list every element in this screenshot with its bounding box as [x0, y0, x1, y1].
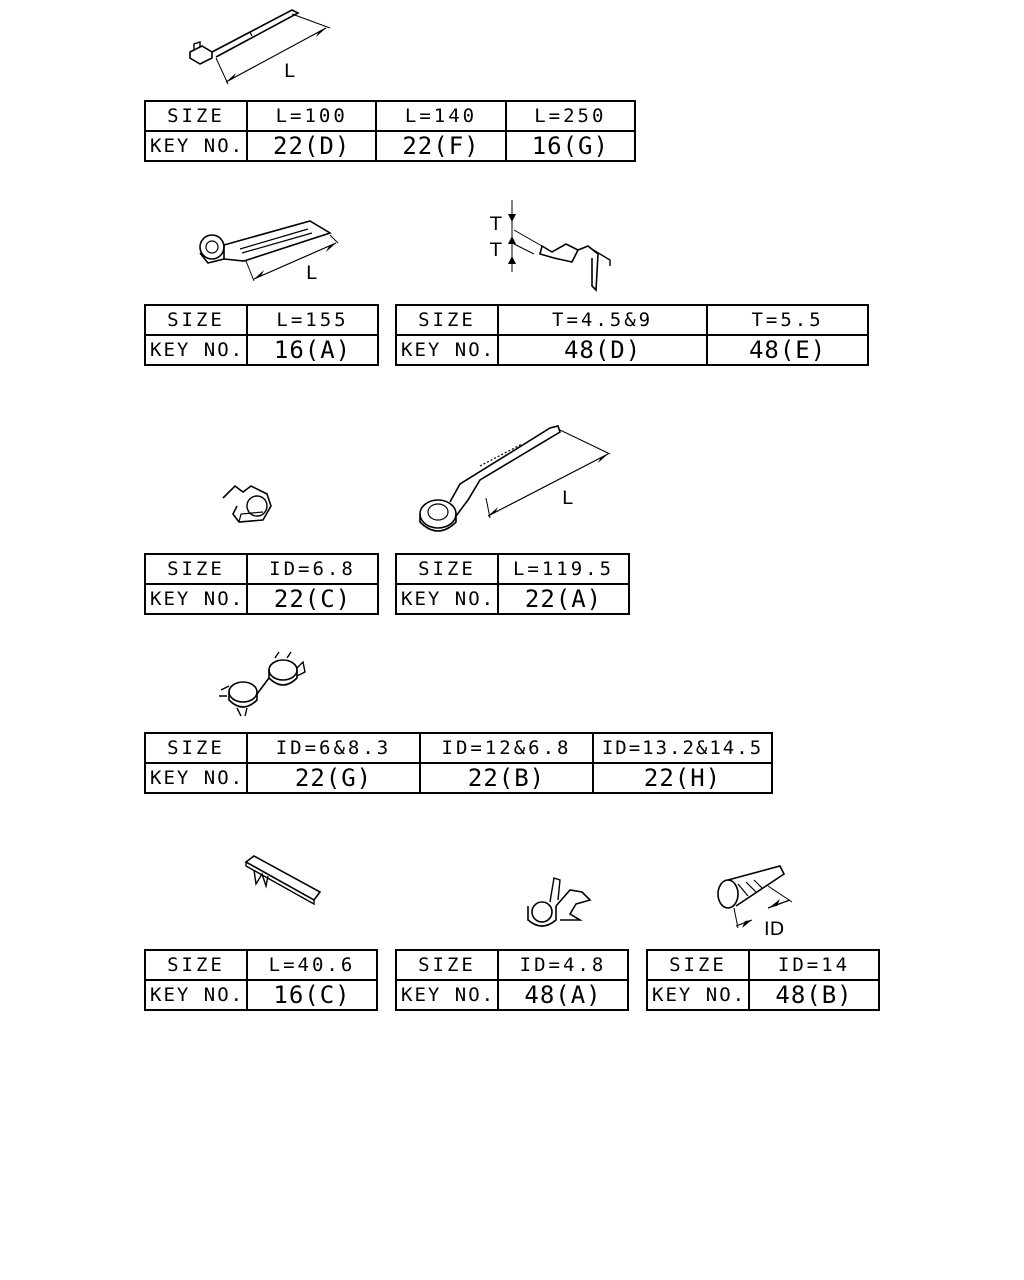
- key-cell: 22(H): [593, 763, 772, 793]
- key-cell: 22(F): [376, 131, 505, 161]
- size-cell: L=40.6: [247, 950, 377, 980]
- key-cell: 16(G): [506, 131, 635, 161]
- key-header: KEY NO.: [145, 980, 247, 1010]
- spec-table-edge-clip: [395, 304, 869, 366]
- spec-table-cable-tie-straight: [144, 100, 636, 162]
- dim-label-l: L: [284, 60, 295, 82]
- key-header: KEY NO.: [647, 980, 749, 1010]
- size-cell: T=4.5&9: [498, 305, 707, 335]
- size-header: SIZE: [145, 950, 247, 980]
- key-row: [145, 584, 378, 614]
- key-row: [145, 763, 772, 793]
- size-header: SIZE: [145, 733, 247, 763]
- size-row: [647, 950, 879, 980]
- key-cell: 22(C): [247, 584, 378, 614]
- cable-tie-straight-drawing: [180, 0, 340, 90]
- spec-table-cable-tie-clip: [144, 304, 379, 366]
- dim-label-l: L: [306, 262, 317, 284]
- key-row: [396, 584, 629, 614]
- key-cell: 22(D): [247, 131, 376, 161]
- key-cell: 48(A): [498, 980, 628, 1010]
- size-row: [145, 305, 378, 335]
- size-row: [145, 733, 772, 763]
- key-cell: 48(B): [749, 980, 879, 1010]
- spec-table-pipe-clip-tiny: [395, 949, 629, 1011]
- key-header: KEY NO.: [396, 980, 498, 1010]
- size-row: [145, 101, 635, 131]
- spec-table-grommet-clip: [646, 949, 880, 1011]
- key-header: KEY NO.: [396, 335, 498, 365]
- key-cell: 48(E): [707, 335, 868, 365]
- size-cell: L=119.5: [498, 554, 629, 584]
- size-cell: ID=6&8.3: [247, 733, 420, 763]
- size-cell: L=140: [376, 101, 505, 131]
- size-cell: L=100: [247, 101, 376, 131]
- key-row: [145, 980, 377, 1010]
- spec-table-pipe-clip-small: [144, 553, 379, 615]
- double-pipe-clip-drawing: [215, 650, 315, 720]
- key-row: [647, 980, 879, 1010]
- key-row: [145, 131, 635, 161]
- size-header: SIZE: [145, 305, 247, 335]
- size-cell: L=155: [247, 305, 378, 335]
- dim-label-t-lower: T: [490, 239, 502, 261]
- grommet-clip-drawing: [700, 860, 810, 940]
- key-header: KEY NO.: [145, 131, 247, 161]
- size-header: SIZE: [145, 554, 247, 584]
- pipe-clip-small-drawing: [215, 480, 285, 530]
- size-header: SIZE: [396, 554, 498, 584]
- key-header: KEY NO.: [396, 584, 498, 614]
- key-cell: 22(A): [498, 584, 629, 614]
- size-row: [396, 305, 868, 335]
- size-cell: ID=4.8: [498, 950, 628, 980]
- spec-table-band-clamp: [395, 553, 630, 615]
- size-row: [396, 554, 629, 584]
- size-cell: ID=6.8: [247, 554, 378, 584]
- size-row: [145, 950, 377, 980]
- key-header: KEY NO.: [145, 335, 247, 365]
- pipe-clip-tiny-drawing: [520, 874, 600, 934]
- size-header: SIZE: [145, 101, 247, 131]
- key-header: KEY NO.: [145, 584, 247, 614]
- edge-clip-drawing: [486, 196, 646, 296]
- spec-table-double-pipe-clip: [144, 732, 773, 794]
- key-cell: 22(B): [420, 763, 593, 793]
- size-cell: ID=14: [749, 950, 879, 980]
- key-row: [396, 335, 868, 365]
- size-row: [396, 950, 628, 980]
- size-header: SIZE: [396, 950, 498, 980]
- key-cell: 22(G): [247, 763, 420, 793]
- key-header: KEY NO.: [145, 763, 247, 793]
- key-row: [396, 980, 628, 1010]
- size-header: SIZE: [396, 305, 498, 335]
- size-header: SIZE: [647, 950, 749, 980]
- strip-clip-drawing: [240, 852, 330, 912]
- size-cell: T=5.5: [707, 305, 868, 335]
- spec-table-strip-clip: [144, 949, 378, 1011]
- dim-label-t-upper: T: [490, 213, 502, 235]
- key-row: [145, 335, 378, 365]
- size-cell: ID=12&6.8: [420, 733, 593, 763]
- key-cell: 16(A): [247, 335, 378, 365]
- size-cell: L=250: [506, 101, 635, 131]
- key-cell: 48(D): [498, 335, 707, 365]
- dim-label-l: L: [562, 487, 573, 509]
- size-cell: ID=13.2&14.5: [593, 733, 772, 763]
- cable-tie-clip-drawing: [190, 215, 350, 295]
- band-clamp-drawing: [410, 418, 620, 538]
- size-row: [145, 554, 378, 584]
- dim-label-id: ID: [764, 918, 785, 940]
- key-cell: 16(C): [247, 980, 377, 1010]
